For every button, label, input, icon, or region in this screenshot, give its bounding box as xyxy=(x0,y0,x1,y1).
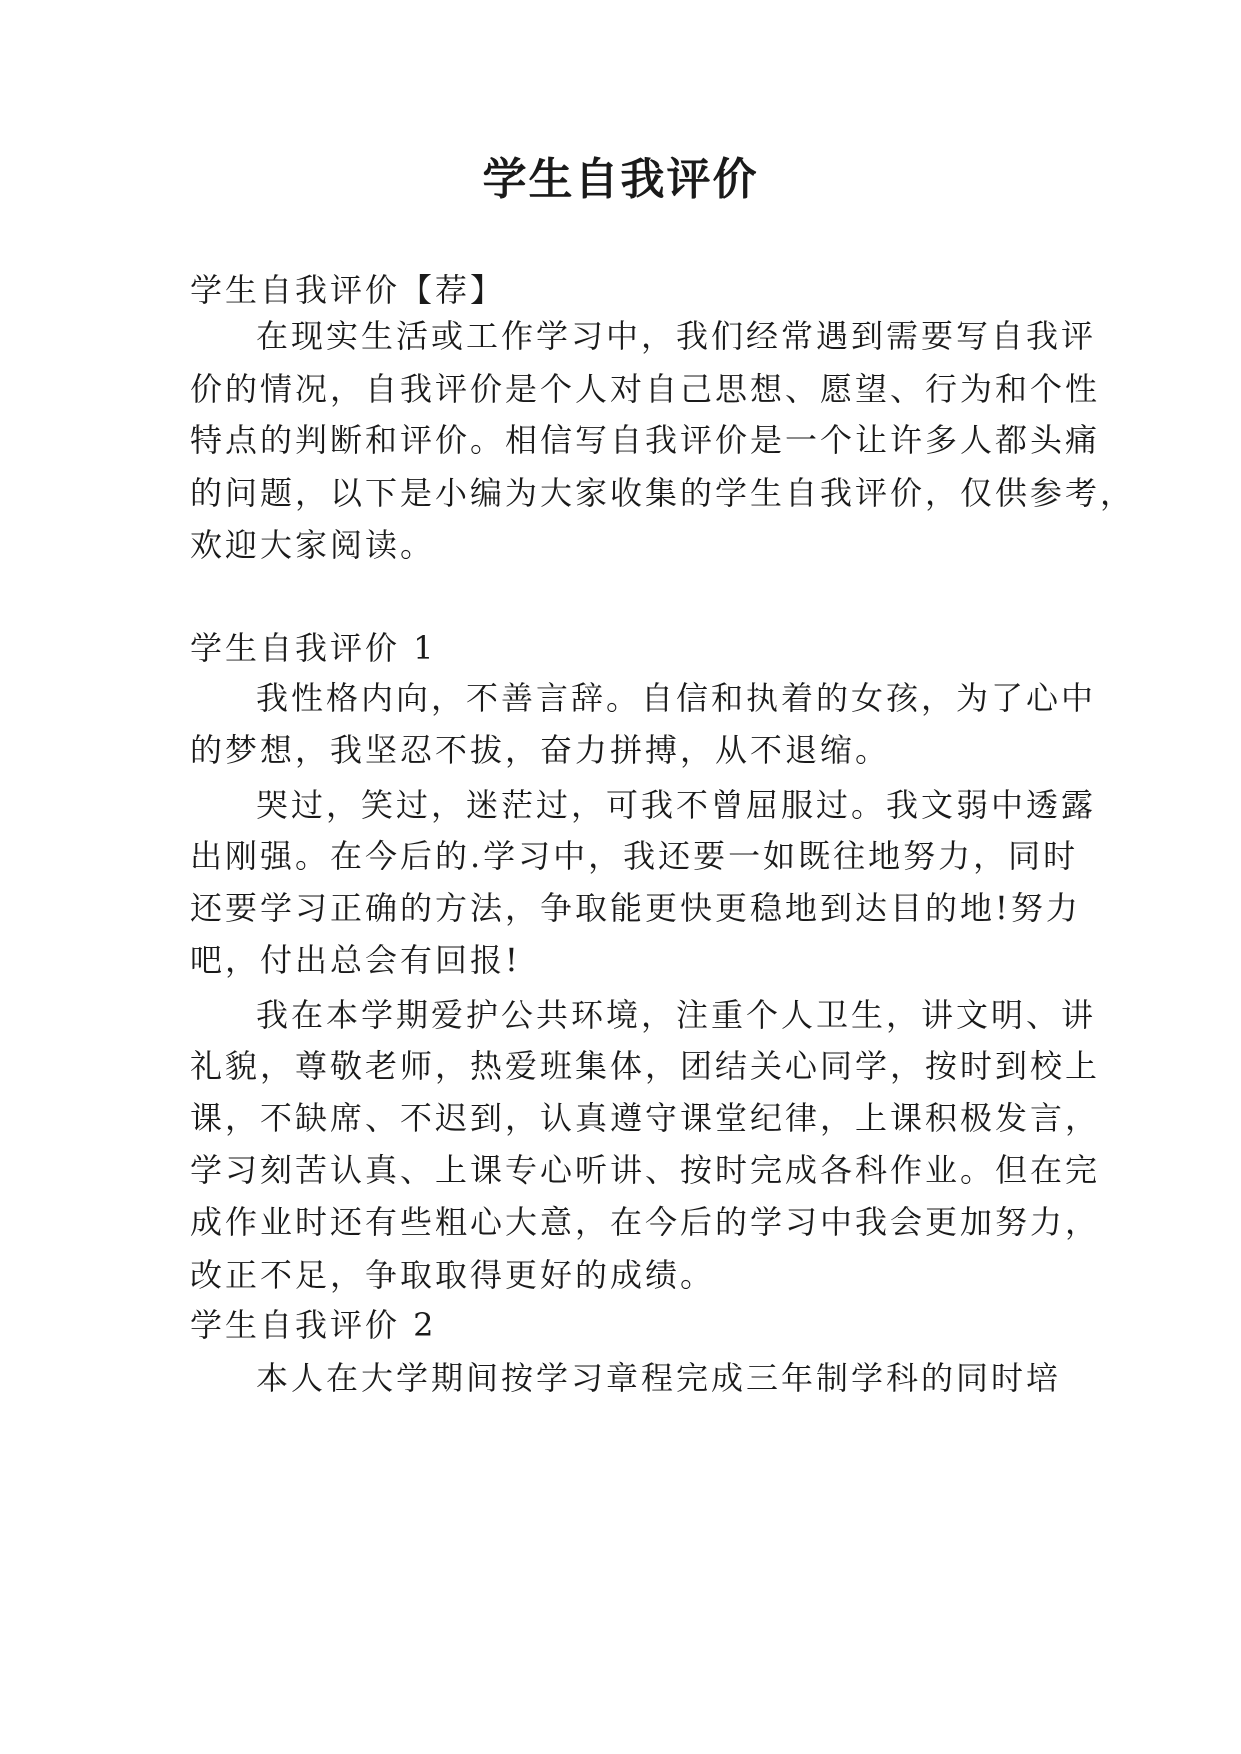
paragraph-line: 我性格内向，不善言辞。自信和执着的女孩，为了心中 xyxy=(256,679,1097,717)
paragraph-line: 哭过，笑过，迷茫过，可我不曾屈服过。我文弱中透露 xyxy=(256,786,1097,824)
paragraph-line: 课，不缺席、不迟到，认真遵守课堂纪律，上课积极发言， xyxy=(190,1099,1101,1137)
paragraph-line: 成作业时还有些粗心大意，在今后的学习中我会更加努力， xyxy=(190,1203,1101,1241)
paragraph-line: 的梦想，我坚忍不拔，奋力拼搏，从不退缩。 xyxy=(190,731,891,769)
paragraph-line: 价的情况，自我评价是个人对自己思想、愿望、行为和个性 xyxy=(190,370,1101,408)
paragraph-line: 我在本学期爱护公共环境，注重个人卫生，讲文明、讲 xyxy=(256,996,1097,1034)
paragraph-line: 吧，付出总会有回报! xyxy=(190,941,521,979)
section-heading-intro: 学生自我评价【荐】 xyxy=(190,271,506,309)
paragraph-line: 特点的判断和评价。相信写自我评价是一个让许多人都头痛 xyxy=(190,421,1101,459)
section-heading-1: 学生自我评价 1 xyxy=(190,629,437,667)
paragraph-line: 礼貌，尊敬老师，热爱班集体，团结关心同学，按时到校上 xyxy=(190,1047,1101,1085)
paragraph-line: 出刚强。在今后的.学习中，我还要一如既往地努力，同时 xyxy=(190,837,1079,875)
paragraph-line: 的问题，以下是小编为大家收集的学生自我评价，仅供参考， xyxy=(190,474,1136,512)
paragraph-line: 在现实生活或工作学习中，我们经常遇到需要写自我评 xyxy=(256,317,1097,355)
document-title: 学生自我评价 xyxy=(482,154,759,205)
paragraph-line: 学习刻苦认真、上课专心听讲、按时完成各科作业。但在完 xyxy=(190,1151,1101,1189)
paragraph-line: 还要学习正确的方法，争取能更快更稳地到达目的地!努力 xyxy=(190,889,1081,927)
section-heading-2: 学生自我评价 2 xyxy=(190,1306,437,1344)
paragraph-line: 改正不足，争取取得更好的成绩。 xyxy=(190,1256,716,1294)
paragraph-line: 本人在大学期间按学习章程完成三年制学科的同时培 xyxy=(256,1359,1062,1397)
paragraph-line: 欢迎大家阅读。 xyxy=(190,526,436,564)
